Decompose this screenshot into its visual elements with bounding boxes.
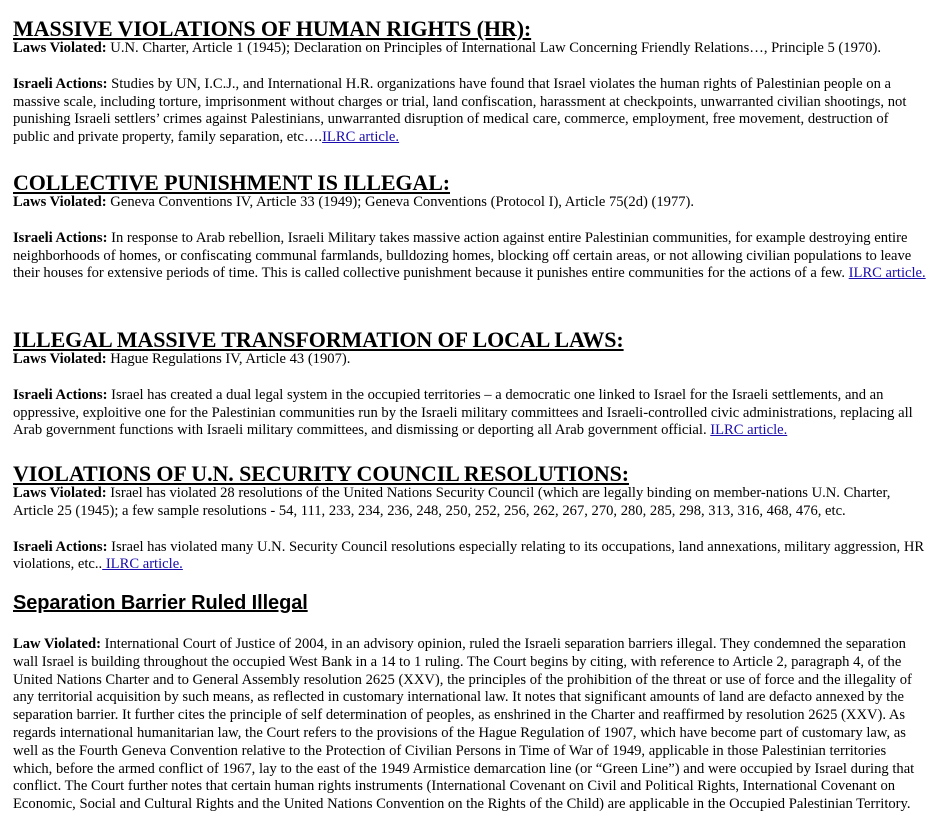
ilrc-article-link[interactable]: ILRC article. (848, 265, 926, 282)
israeli-actions-text: Studies by UN, I.C.J., and International H.R. organizations have found that Israel violates the human rights of Palestinian people on a massive scale, including torture, imprisonment without charges or trial, land confiscation, harassment at checkpoints, unwarranted civilian shootings, not punishing Israeli settlers’ crimes against Palestinians, unwarranted disruption of medical care, commerce, employment, free movement, destruction of public and private property, family separation, etc…. (13, 75, 907, 146)
ilrc-article-link[interactable]: ILRC article. (322, 129, 400, 146)
section-local-laws (13, 329, 928, 440)
laws-violated-text: Geneva Conventions IV, Article 33 (1949); Geneva Conventions (Protocol I), Article 75(2d) (1977). (106, 194, 695, 210)
section-heading: ILLEGAL MASSIVE TRANSFORMATION OF LOCAL LAWS: (13, 327, 624, 352)
laws-violated-label: Laws Violated: (13, 40, 107, 56)
laws-violated-text: U.N. Charter, Article 1 (1945); Declaration on Principles of International Law Concerning Friendly Relations…, Principle 5 (1970). (106, 40, 881, 56)
law-violated-text: International Court of Justice of 2004, in an advisory opinion, ruled the Israeli separation barriers illegal. They condemned the separation wall Israel is building throughout the occupied West Bank in a 14 to 1 ruling. The Court begins by citing, with reference to Article 2, paragraph 4, of the United Nations Charter and to General Assembly resolution 2625 (XXV), the principles of the prohibition of the threat or use of force and the illegality of any territorial acquisition by such means, as reflected in customary international law. It notes that significant amounts of land are defacto annexed by the separation barrier. It further cites the principle of self determination of peoples, as enshrined in the Charter and reaffirmed by resolution 2625 (XXV). As regards international humanitarian law, the Court refers to the provisions of the Hague Regulation of 1907, which have become part of customary law, as well as the Fourth Geneva Convention relative to the Protection of Civilian Persons in Time of War of 1949, applicable in those Palestinian territories which, before the armed conflict of 1967, lay to the east of the 1949 Armistice demarcation line (or “Green Line”) and were occupied by Israel during that conflict. The Court further notes that certain human rights instruments (International Covenant on Civil and Political Rights, International Covenant on Economic, Social and Cultural Rights and the United Nations Convention on the Rights of the Child) are applicable in the Occupied Palestinian Territory. (13, 636, 915, 813)
laws-violated-paragraph (13, 194, 928, 212)
israeli-actions-paragraph (13, 230, 928, 283)
laws-violated-paragraph (13, 40, 928, 58)
law-violated-label: Law Violated: (13, 636, 101, 652)
ilrc-article-link[interactable]: ILRC article. (710, 422, 788, 439)
section-separation-barrier (13, 592, 928, 814)
laws-violated-label: Laws Violated: (13, 351, 107, 367)
section-collective-punishment (13, 172, 928, 283)
section-heading: Separation Barrier Ruled Illegal (13, 592, 308, 614)
israeli-actions-label: Israeli Actions: (13, 386, 108, 403)
law-violated-paragraph (13, 636, 928, 814)
ilrc-article-link[interactable]: ILRC article. (102, 556, 183, 573)
israeli-actions-text: In response to Arab rebellion, Israeli Military takes massive action against entire Palestinian communities, for example destroying entire neighborhoods of homes, or confiscating communal farmlands, bulldozing homes, blocking off certain areas, or not allowing civilian populations to leave their houses for extensive periods of time. This is called collective punishment because it punishes entire communities for the actions of a few. (13, 229, 912, 282)
section-heading: COLLECTIVE PUNISHMENT IS ILLEGAL: (13, 170, 451, 195)
laws-violated-label: Laws Violated: (13, 194, 107, 210)
israeli-actions-paragraph (13, 539, 928, 575)
laws-violated-text: Hague Regulations IV, Article 43 (1907). (106, 351, 351, 367)
israeli-actions-label: Israeli Actions: (13, 538, 108, 555)
israeli-actions-paragraph (13, 76, 928, 147)
israeli-actions-label: Israeli Actions: (13, 229, 108, 246)
section-human-rights (13, 18, 928, 147)
israeli-actions-label: Israeli Actions: (13, 75, 108, 92)
laws-violated-paragraph (13, 351, 928, 369)
laws-violated-text: Israel has violated 28 resolutions of the United Nations Security Council (which are legally binding on member-nations U.N. Charter, Article 25 (1945); a few sample resolutions - 54, 111, 233, 234, 236, 248, 250, 252, 256, 262, 267, 270, 280, 285, 298, 313, 316, 468, 476, etc. (13, 485, 891, 519)
section-heading: MASSIVE VIOLATIONS OF HUMAN RIGHTS (HR): (13, 16, 532, 41)
israeli-actions-paragraph (13, 387, 928, 440)
laws-violated-paragraph (13, 485, 928, 521)
section-heading: VIOLATIONS OF U.N. SECURITY COUNCIL RESOLUTIONS: (13, 461, 630, 486)
israeli-actions-text: Israel has created a dual legal system in the occupied territories – a democratic one linked to Israel for the Israeli settlements, and an oppressive, exploitive one for the Palestinian communities run by the Israeli military committees and Israeli-controlled civic administrations, replacing all Arab government functions with Israeli military committees, and dismissing or deporting all Arab government official. (13, 386, 913, 439)
israeli-actions-text: Israel has violated many U.N. Security Council resolutions especially relating to its occupations, land annexations, military aggression, HR violations, etc.. (13, 538, 925, 573)
laws-violated-label: Laws Violated: (13, 485, 107, 501)
section-security-council (13, 463, 928, 574)
